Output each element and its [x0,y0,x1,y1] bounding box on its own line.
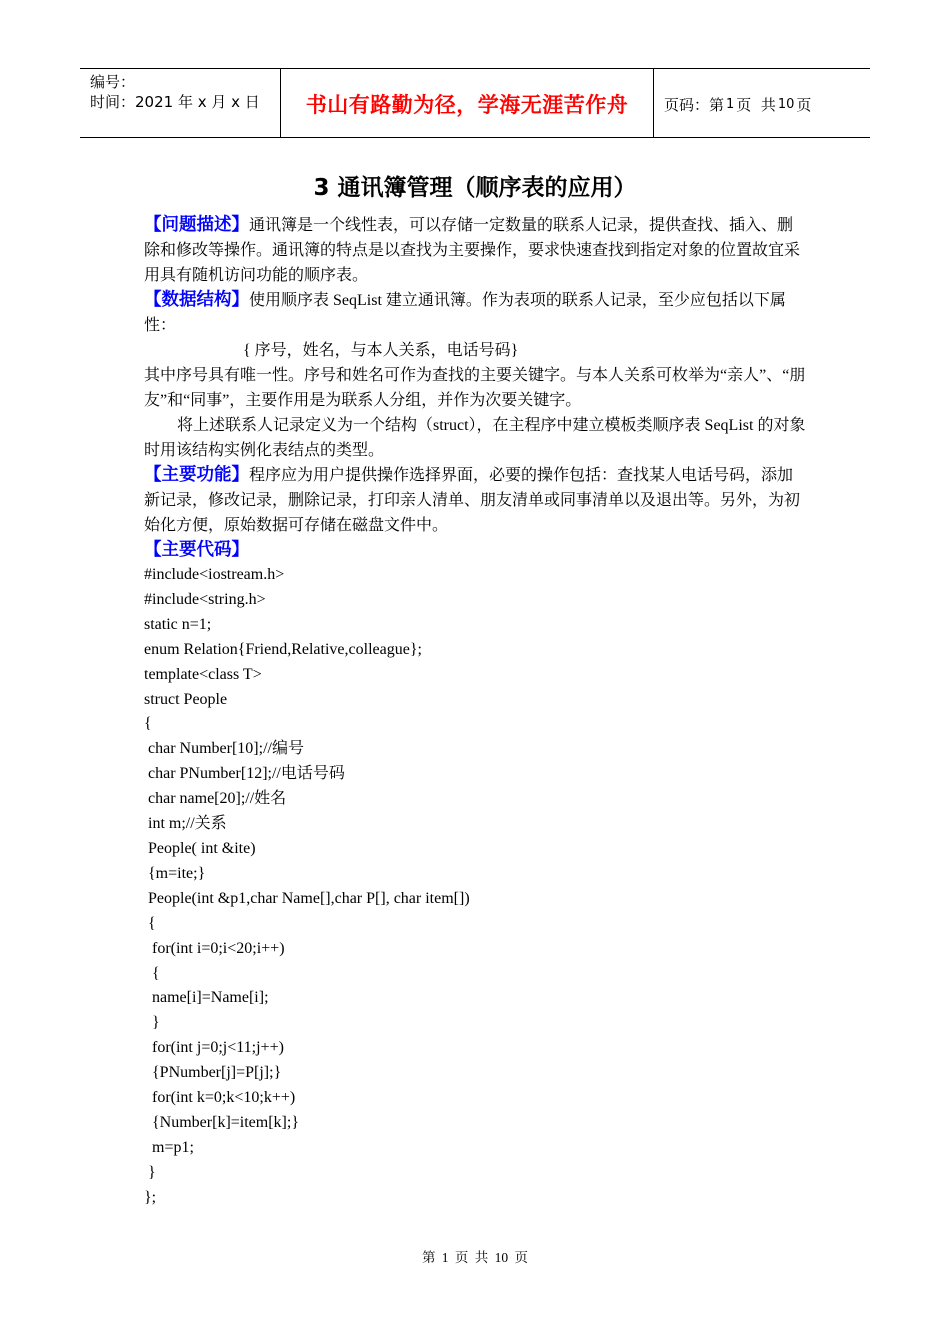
page-suffix: 页 [796,95,812,114]
code-line: template<class T> [144,665,262,683]
problem-text: 通讯簿是一个线性表，可以存储一定数量的联系人记录，提供查找、插入、删除和修改等操作。通讯簿的特点是以查找为主要操作，要求快速查找到指定对象的位置故宜采用具有随机访问功能的顺序表。 [144,217,801,284]
structure-heading: 【数据结构】 [144,290,249,310]
code-line: enum Relation{Friend,Relative,colleague}; [144,640,422,658]
problem-paragraph [144,213,808,288]
code-line: People(int &p1,char Name[],char P[], char item[]) [144,889,470,907]
code-line: #include<iostream.h> [144,566,285,583]
header-meta-cell [80,69,281,137]
problem-heading: 【问题描述】 [144,215,249,235]
code-line: for(int k=0;k<10;k++) [144,1089,296,1107]
header-motto-cell [281,69,654,137]
code-line: }; [144,1188,157,1206]
code-line: {Number[k]=item[k];} [144,1113,300,1131]
code-line: for(int i=0;i<20;i++) [144,939,285,957]
code-line: } [144,1163,156,1181]
page-footer: 第 1 页 共 10 页 [421,1250,529,1265]
code-line: m=p1; [144,1138,194,1156]
code-line: for(int j=0;j<11;j++) [144,1039,284,1057]
header-page-cell [654,69,870,137]
code-line: char Number[10];//编号 [144,740,304,758]
functions-heading: 【主要功能】 [144,465,249,485]
document-title: 3 通讯簿管理（顺序表的应用） [313,175,637,201]
page-total: 10 [777,96,795,112]
structure-paragraph [144,288,808,338]
page-mid: 页 共 [736,95,776,114]
code-line: char name[20];//姓名 [144,790,287,808]
code-line: struct People [144,690,228,708]
code-line: { [144,964,160,982]
functions-paragraph [144,463,808,538]
document-body [144,213,808,1211]
code-line: { [144,715,152,733]
structure-attributes: { 序号，姓名，与本人关系，电话号码} [243,342,519,359]
page-prefix: 页码：第 [664,95,725,114]
code-line: {PNumber[j]=P[j];} [144,1064,282,1082]
code-line: } [144,1014,160,1032]
code-line: People( int &ite) [144,839,256,857]
code-line: char PNumber[12];//电话号码 [144,765,345,783]
structure-text-2: 其中序号具有唯一性。序号和姓名可作为查找的主要关键字。与本人关系可枚举为“亲人”、“朋友”和“同事”，主要作用是为联系人分组，并作为次要关键字。 [144,367,806,409]
page-header [80,68,870,138]
structure-text: 使用顺序表 SeqList 建立通讯簿。作为表项的联系人记录，至少应包括以下属性： [144,292,786,334]
page-number: 1 [726,96,735,112]
structure-text-3: 将上述联系人记录定义为一个结构（struct），在主程序中建立模板类顺序表 SeqList 的对象时用该结构实例化表结点的类型。 [144,417,806,459]
header-motto: 书山有路勤为径，学海无涯苦作舟 [305,93,629,117]
code-line: int m;//关系 [144,815,227,833]
functions-text: 程序应为用户提供操作选择界面，必要的操作包括：查找某人电话号码，添加新记录，修改记录，删除记录，打印亲人清单、朋友清单或同事清单以及退出等。另外，为初始化方便，原始数据可存储在磁盘文件中。 [144,467,801,534]
code-heading: 【主要代码】 [144,540,249,560]
code-heading-line [144,538,808,563]
code-line: #include<string.h> [144,590,266,608]
code-line: {m=ite;} [144,864,206,882]
document-code-label: 编号： [90,73,136,91]
code-block [144,563,808,1211]
code-line: name[i]=Name[i]; [144,989,269,1007]
code-line: { [144,914,156,932]
code-line: static n=1; [144,615,212,633]
document-date: 时间：2021 年 x 月 x 日 [90,93,260,111]
